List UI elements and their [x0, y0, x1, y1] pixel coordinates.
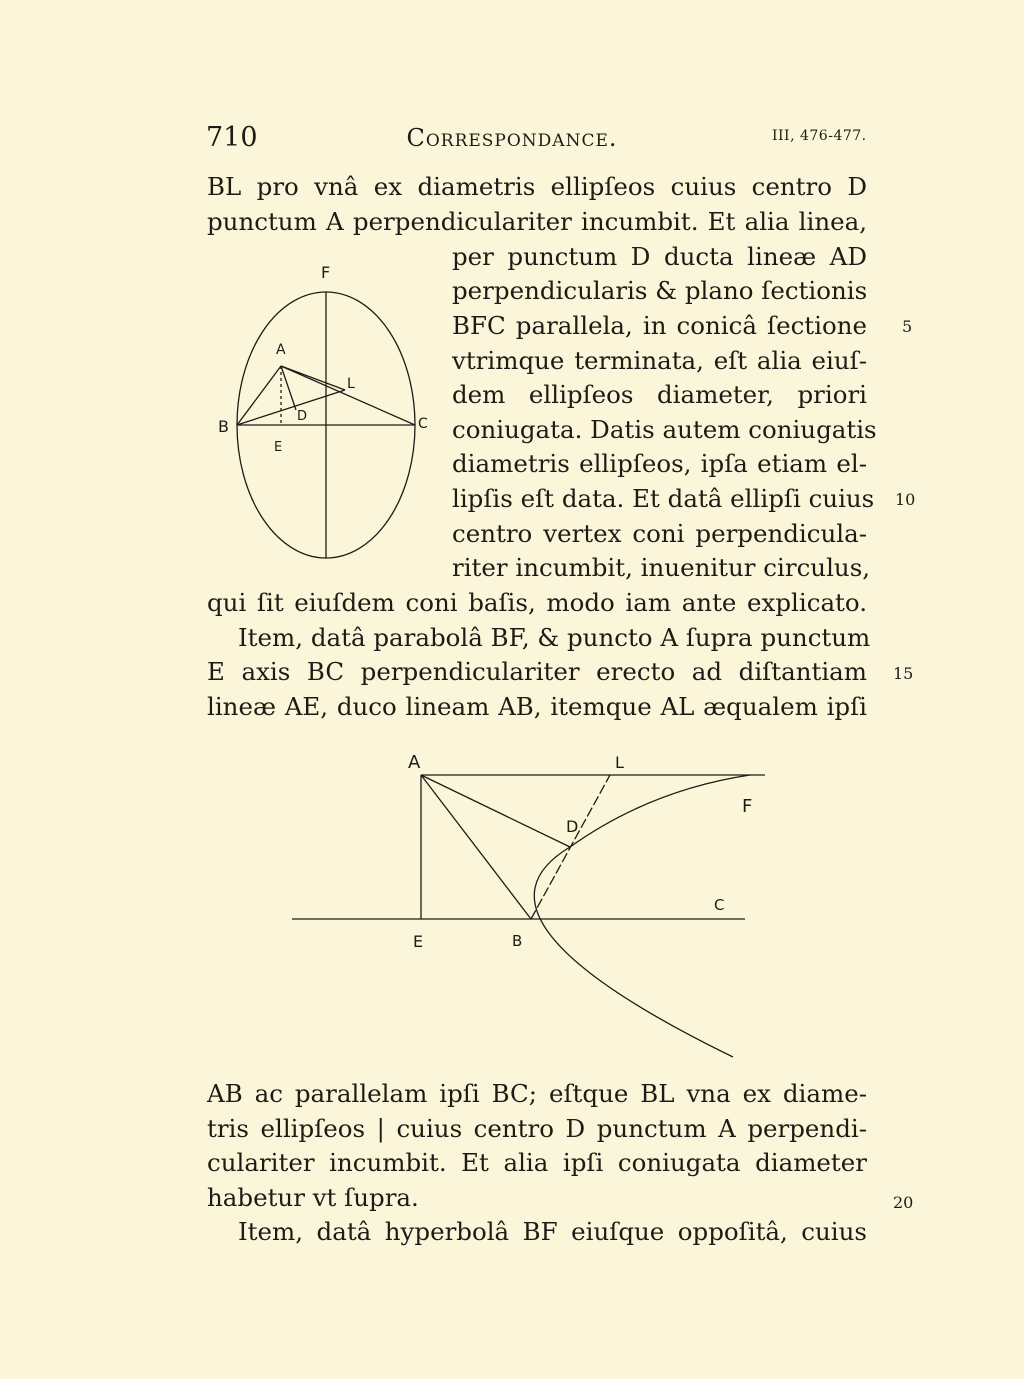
page-number: 710 — [206, 122, 258, 153]
text-line: centro vertex coni perpendicula- — [452, 519, 867, 548]
text-line: coniugata. Datis autem coniugatis — [452, 415, 877, 444]
label-C: C — [418, 416, 428, 432]
label-F: F — [321, 263, 331, 282]
text-line: per punctum D ducta lineæ AD — [452, 242, 867, 271]
text-line: BL pro vnâ ex diametris ellipſeos cuius centro D — [207, 172, 867, 201]
parabola-figure — [285, 740, 785, 1070]
text-line: perpendicularis & plano ſectionis — [452, 276, 868, 305]
text-line: culariter incumbit. Et alia ipſi coniugata diameter — [207, 1148, 867, 1177]
running-header — [0, 122, 1024, 158]
line-AD — [281, 366, 296, 410]
line-number: 15 — [893, 664, 914, 683]
text-line: qui ſit eiuſdem coni baſis, modo iam ante explicato. — [207, 588, 867, 617]
label-B: B — [218, 417, 229, 436]
label-L: L — [347, 376, 355, 392]
line-number: 20 — [893, 1193, 914, 1212]
label-D: D — [297, 409, 308, 424]
text-line: AB ac parallelam ipſi BC; eſtque BL vna ex diame- — [207, 1079, 867, 1108]
text-line: tris ellipſeos | cuius centro D punctum A perpendi- — [207, 1114, 867, 1143]
text-line: BFC parallela, in conicâ ſectione — [452, 311, 867, 340]
text-line: riter incumbit, inuenitur circulus, — [452, 553, 871, 582]
text-line: dem ellipſeos diameter, priori — [452, 380, 867, 409]
label-C: C — [714, 896, 725, 914]
text-line: vtrimque terminata, eſt alia eiuſ- — [452, 346, 867, 375]
text-line: habetur vt ſupra. — [207, 1183, 419, 1212]
label-A: A — [276, 342, 286, 358]
text-line: Item, datâ parabolâ BF, & puncto A ſupra punctum — [238, 623, 871, 652]
text-line: E axis BC perpendiculariter erecto ad diſtantiam — [207, 657, 867, 686]
label-L: L — [615, 753, 624, 772]
running-title: Correspondance. — [406, 124, 618, 152]
text-line: diametris ellipſeos, ipſa etiam el- — [452, 449, 867, 478]
label-E: E — [274, 440, 283, 455]
line-AD — [421, 775, 570, 847]
label-F: F — [742, 796, 753, 817]
ellipse-figure — [205, 255, 445, 575]
label-A: A — [408, 752, 421, 773]
text-line: punctum A perpendiculariter incumbit. Et alia linea, — [207, 207, 867, 236]
label-E: E — [413, 932, 424, 951]
label-D: D — [566, 817, 579, 836]
text-line: lineæ AE, duco lineam AB, itemque AL æqualem ipſi — [207, 692, 867, 721]
label-B: B — [512, 932, 523, 950]
line-AB — [421, 775, 531, 919]
line-number: 10 — [895, 490, 916, 509]
text-line: Item, datâ hyperbolâ BF eiuſque oppoſitâ, cuius — [238, 1217, 867, 1246]
volume-reference: III, 476-477. — [772, 128, 867, 144]
line-number: 5 — [902, 317, 913, 336]
text-line: lipſis eſt data. Et datâ ellipſi cuius — [452, 484, 875, 513]
